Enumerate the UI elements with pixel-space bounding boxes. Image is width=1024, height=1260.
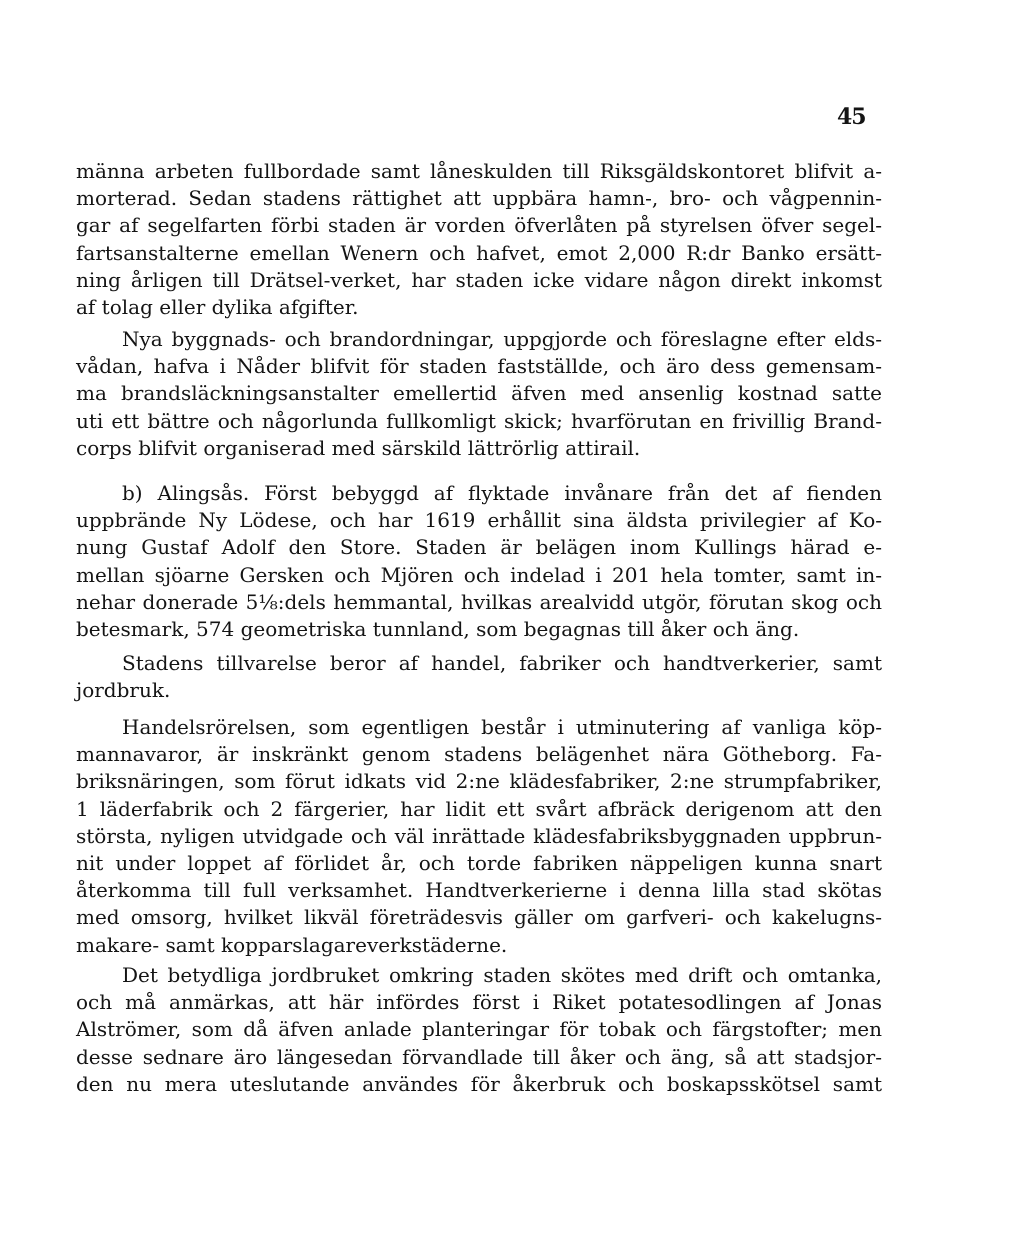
text-line: ma brandsläckningsanstalter emellertid äfven med ansenlig kostnad satte	[76, 381, 882, 406]
text-line: makare- samt kopparslagareverkstäderne.	[76, 932, 508, 957]
paragraph-5	[76, 714, 882, 959]
text-line: nit under loppet af förlidet år, och torde fabriken näppeligen kunna snart	[76, 850, 882, 875]
text-line: männa arbeten fullbordade samt låneskulden till Riksgäldskontoret blifvit a-	[76, 159, 882, 183]
text-line: Alströmer, som då äfven anlade planteringar för tobak och färgstofter; men	[76, 1017, 882, 1042]
paragraph-3-alingsas	[76, 480, 882, 643]
text-line: med omsorg, hvilket likväl företrädesvis gäller om garfveri- och kakelugns-	[76, 905, 882, 930]
text-line: betesmark, 574 geometriska tunnland, som begagnas till åker och äng.	[76, 616, 800, 641]
text-line: den nu mera uteslutande användes för åkerbruk och boskapsskötsel samt	[76, 1071, 882, 1096]
text-line: nehar donerade 5⅛:dels hemmantal, hvilkas arealvidd utgör, förutan skog och	[76, 589, 882, 614]
text-line: corps blifvit organiserad med särskild lättrörlig attirail.	[76, 435, 641, 460]
text-line: mellan sjöarne Gersken och Mjören och indelad i 201 hela tomter, samt in-	[76, 562, 882, 587]
text-line: Stadens tillvarelse beror af handel, fabriker och handtverkerier, samt	[122, 651, 882, 675]
text-line: nung Gustaf Adolf den Store. Staden är belägen inom Kullings härad e-	[76, 535, 882, 560]
paragraph-4	[76, 650, 882, 704]
text-line: 1 läderfabrik och 2 färgerier, har lidit ett svårt afbräck derigenom att den	[76, 796, 882, 821]
text-line: uti ett bättre och någorlunda fullkomligt skick; hvarförutan en frivillig Brand-	[76, 408, 882, 433]
text-line: mannavaror, är inskränkt genom stadens belägenhet nära Götheborg. Fa-	[76, 742, 882, 767]
text-line: fartsanstalterne emellan Wenern och hafvet, emot 2,000 R:dr Banko ersätt-	[76, 240, 882, 265]
text-line: Det betydliga jordbruket omkring staden skötes med drift och omtanka,	[122, 963, 882, 987]
text-line: Nya byggnads- och brandordningar, uppgjorde och föreslagne efter elds-	[122, 327, 882, 351]
text-line: briksnäringen, som förut idkats vid 2:ne klädesfabriker, 2:ne strumpfabriker,	[76, 769, 882, 794]
text-line: morterad. Sedan stadens rättighet att uppbära hamn-, bro- och vågpennin-	[76, 186, 882, 211]
text-line: af tolag eller dylika afgifter.	[76, 294, 359, 319]
paragraph-6	[76, 962, 882, 1098]
paragraph-2	[76, 326, 882, 462]
text-line: b) Alingsås. Först bebyggd af flyktade invånare från det af fienden	[122, 481, 882, 505]
text-line: uppbrände Ny Lödese, och har 1619 erhållit sina äldsta privilegier af Ko-	[76, 508, 882, 533]
page-number: 45	[837, 104, 866, 130]
text-line: och må anmärkas, att här infördes först i Riket potatesodlingen af Jonas	[76, 990, 882, 1015]
paragraph-1	[76, 158, 882, 321]
text-line: ning årligen till Drätsel-verket, har staden icke vidare någon direkt inkomst	[76, 267, 882, 292]
text-line: desse sednare äro längesedan förvandlade till åker och äng, så att stadsjor-	[76, 1044, 882, 1069]
text-line: Handelsrörelsen, som egentligen består i utminutering af vanliga köp-	[122, 715, 882, 739]
text-line: gar af segelfarten förbi staden är vorden öfverlåten på styrelsen öfver segel-	[76, 213, 882, 238]
text-line: vådan, hafva i Nåder blifvit för staden fastställde, och äro dess gemensam-	[76, 354, 882, 379]
text-line: största, nyligen utvidgade och väl inrättade klädesfabriksbyggnaden uppbrun-	[76, 823, 882, 848]
text-line: återkomma till full verksamhet. Handtverkerierne i denna lilla stad skötas	[76, 878, 882, 903]
text-line: jordbruk.	[76, 678, 171, 703]
